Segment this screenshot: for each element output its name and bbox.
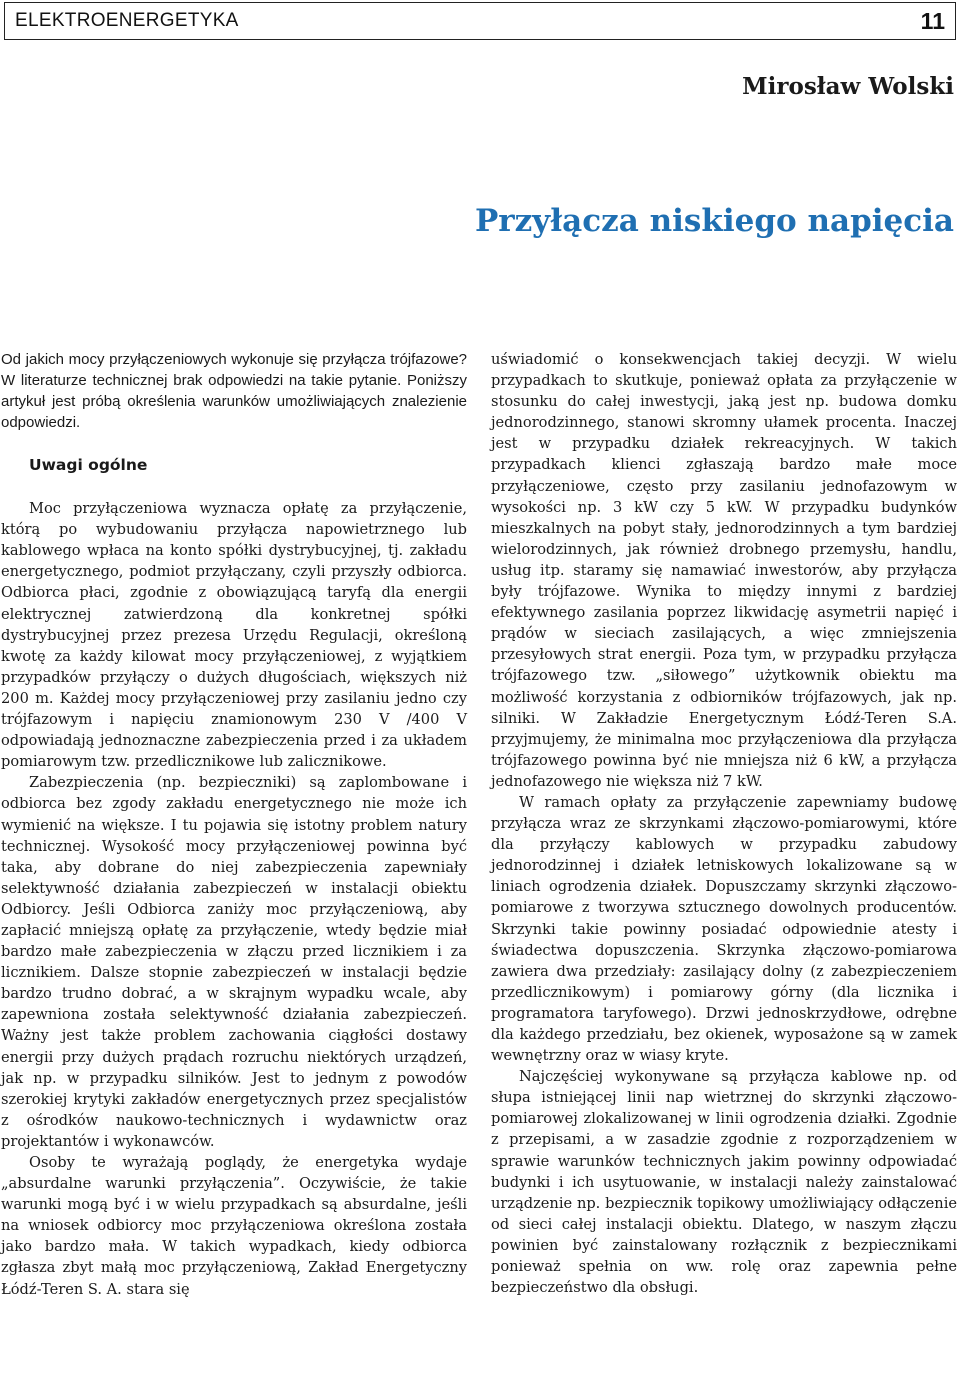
page-number: 11	[920, 7, 945, 34]
running-header	[4, 2, 956, 40]
body-paragraph: Osoby te wyrażają poglądy, że energetyka wydaje „absurdalne warunki przyłączenia”. Oczywiście, że takie warunki mogą być i w wielu przypadkach są absurdalne, jeśli na wniosek odbiorcy moc przyłączeniowa określona została jako bardzo mała. W takich wypadkach, kiedy odbiorca zgłasza zbyt małą moc przyłączeniową, Zakład Energetyczny Łódź-Teren S. A. stara się	[1, 1154, 467, 1298]
body-paragraph: uświadomić o konsekwencjach takiej decyzji. W wielu przypadkach to skutkuje, ponieważ opłata za przyłączenie w stosunku do całej inwestycji, jaką jest np. budowa domku jednorodzinnego, stanowi skromny ułamek procenta. Inaczej jest w przypadku działek rekreacyjnych. W takich przypadkach klienci zgłaszają bardzo małe moce przyłączeniowe, często przy zasilaniu jednofazowym w wysokości np. 3 kW czy 5 kW. W przypadku budynków mieszkalnych na pobyt stały, jednorodzinnych a tym bardziej wielorodzinnych, jak również drobnego przemysłu, handlu, usług itp. staramy się namawiać inwestorów, aby przyłącza były trójfazowe. Wynika to między innymi z bardziej efektywnego zasilania poprzez likwidację asymetrii napięć i prądów w sieciach zasilających, a więc zmniejszenia przesyłowych strat energii. Poza tym, w przypadku przyłącza trójfazowego tzw. „siłowego” użytkownik obiektu ma możliwość korzystania z odbiorników trójfazowych, jak np. silniki. W Zakładzie Energetycznym Łódź-Teren S.A. przyjmujemy, że minimalna moc przyłączeniowa dla przyłącza trójfazowego powinna być nie mniejsza niż 6 kW, a przyłącza jednofazowego nie większa niż 7 kW.	[491, 351, 957, 790]
section-subheading: Uwagi ogólne	[29, 456, 148, 474]
article-title: Przyłącza niskiego napięcia	[474, 203, 954, 239]
body-paragraph: W ramach opłaty za przyłączenie zapewniamy budowę przyłącza wraz ze skrzynkami złączowo-pomiarowymi, które dla przyłączy kablowych w przypadku zabudowy jednorodzinnej i działek letniskowych lokalizowane są w liniach ogrodzenia działek. Dopuszczamy skrzynki złączowo-pomiarowe z tworzywa sztucznego dowolnych producentów. Skrzynki takie powinny posiadać odpowiednie atesty i świadectwa dopuszczenia. Skrzynka złączowo-pomiarowa zawiera dwa przedziały: zasilający dolny (z zabezpieczeniem przedlicznikowym) i pomiarowy górny (dla licznika i programatora taryfowego). Drzwi jednoskrzydłowe, odrębne dla każdego przedziału, bez okienek, wyposażone są w zamek wewnętrzny oraz w wiasy kryte.	[491, 793, 957, 1065]
section-name: ELEKTROENERGETYKA	[15, 10, 239, 31]
body-paragraph: Zabezpieczenia (np. bezpieczniki) są zaplombowane i odbiorca bez zgody zakładu energetycznego nie może ich wymienić na większe. I tu pojawia się istotny problem natury technicznej. Wysokość mocy przyłączeniowej powinna być taka, aby dobrane do niej zabezpieczenia zapewniały selektywność działania zabezpieczeń w instalacji obiektu Odbiorcy. Jeśli Odbiorca zaniży moc przyłączeniową, aby zapłacić mniejszą opłatę za przyłączenie, wtedy będzie miał bardzo małe zabezpieczenia w złączu przed licznikiem i za licznikiem. Dalsze stopnie zabezpieczeń w instalacji będzie bardzo trudno dobrać, a w skrajnym wypadku wcale, aby zapewniona została selektywność działania zabezpieczeń. Ważny jest także problem zachowania ciągłości dostawy energii przy dużych prądach rozruchu niektórych urządzeń, jak np. w przypadku silników. Jest to jednym z powodów szerokiej krytyki zakładów energetycznych przez specjalistów z ośrodków naukowo-technicznych i wydawnictw oraz projektantów i wykonawców.	[1, 774, 467, 1150]
article-author: Mirosław Wolski	[742, 73, 954, 100]
article-lead: Od jakich mocy przyłączeniowych wykonuje się przyłącza trójfazowe? W literaturze technicznej brak odpowiedzi na takie pytanie. Poniższy artykuł jest próbą określenia warunków umożliwiających znalezienie odpowiedzi.	[1, 351, 467, 431]
body-paragraph: Moc przyłączeniowa wyznacza opłatę za przyłączenie, którą po wybudowaniu przyłącza napowietrznego lub kablowego wpłaca na konto spółki dystrybucyjnej, tj. zakładu energetycznego, podmiot przyłączany, czyli przyszły odbiorca. Odbiorca płaci, zgodnie z obowiązującą taryfą dla energii elektrycznej zatwierdzoną dla konkretnej spółki dystrybucyjnej przez prezesa Urzędu Regulacji, określoną kwotę za każdy kilowat mocy przyłączeniowej, z wyjątkiem przypadków przyłączy o dużych długościach, większych niż 200 m. Każdej mocy przyłączeniowej przy zasilaniu jedno czy trójfazowym i napięciu znamionowym 230 V /400 V odpowiadają jednoznaczne zabezpieczenia przed i za układem pomiarowym tzw. przedlicznikowe lub zalicznikowe.	[1, 500, 467, 771]
right-column	[491, 349, 957, 1298]
body-paragraph: Najczęściej wykonywane są przyłącza kablowe np. od słupa istniejącej linii nap wietrznej do skrzynki złączowo-pomiarowej zlokalizowanej w linii ogrodzenia działki. Zgodnie z przepisami, a w zasadzie zgodnie z rozporządzeniem w sprawie warunków technicznych jakim powinny odpowiadać budynki i ich usytuowanie, w instalacji należy zainstalować urządzenie np. bezpiecznik topikowy umożliwiający odłączenie od sieci całej instalacji obiektu. Dlatego, w naszym złączu powinien być zainstalowany rozłącznik z bezpiecznikami ponieważ spełnia on ww. rolę oraz zapewnia pełne bezpieczeństwo dla obsługi.	[491, 1068, 957, 1297]
left-column	[1, 349, 467, 1300]
